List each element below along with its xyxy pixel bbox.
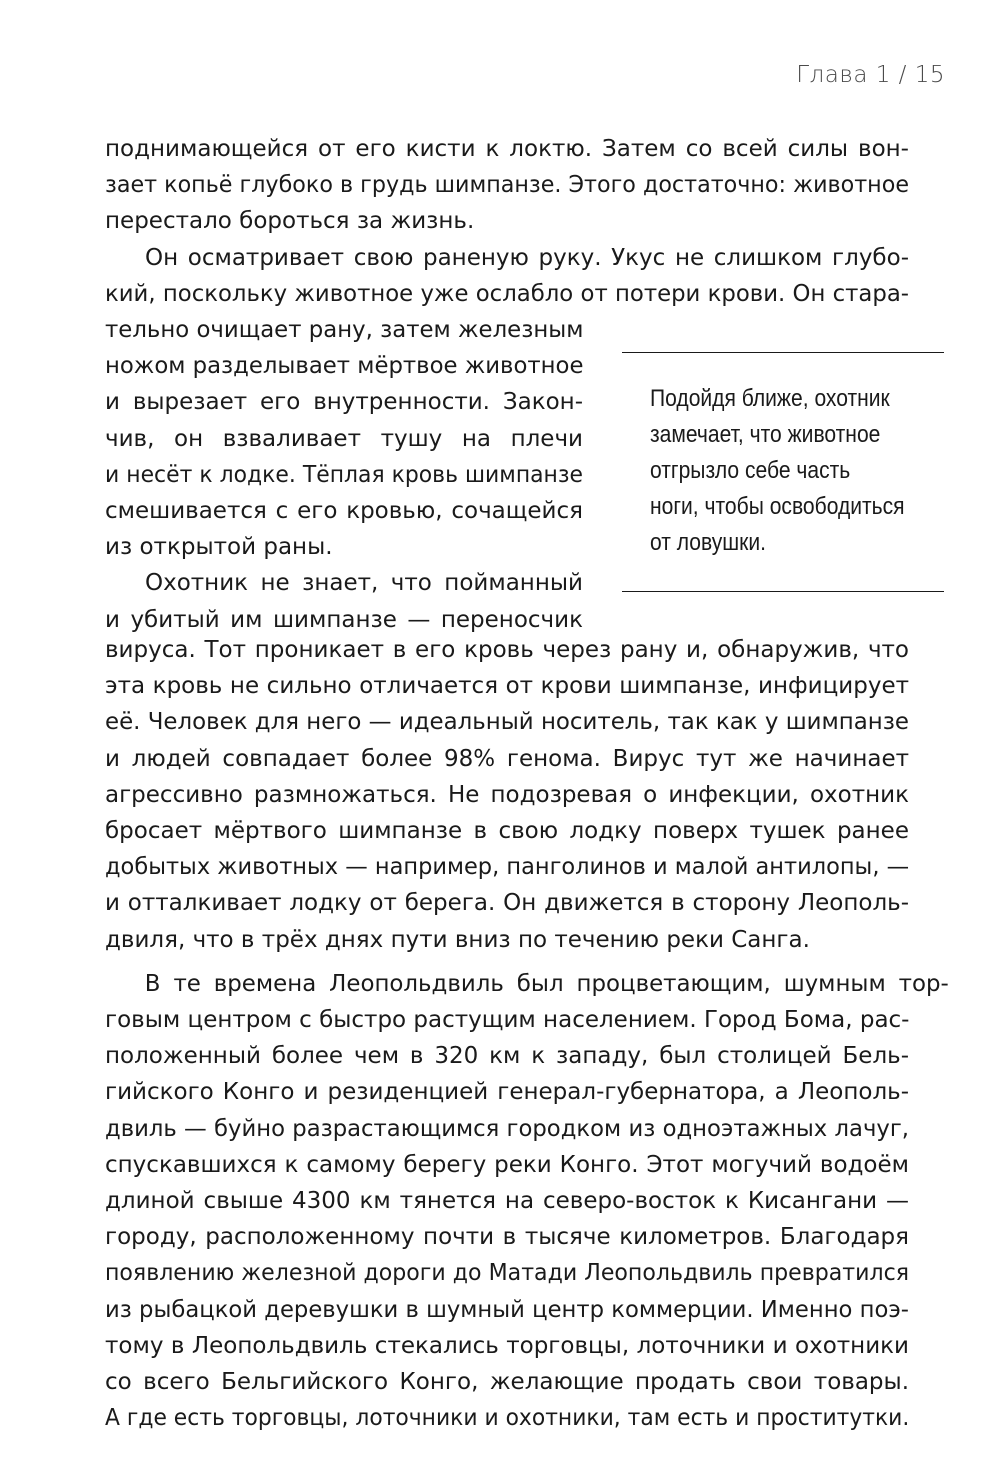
text-line: двиль — буйно разрастающимся городком из одноэтажных лачуг,: [105, 1115, 909, 1142]
paragraph-top: [105, 131, 909, 312]
pull-quote-line: ноги, чтобы освободиться: [650, 493, 905, 520]
text-line: появлению железной дороги до Матади Леопольдвиль превратился: [105, 1260, 909, 1287]
text-line: со всего Бельгийского Конго, желающие продать свои товары.: [105, 1369, 909, 1396]
pull-quote-line: Подойдя ближе, охотник: [650, 385, 890, 412]
text-line: Он осматривает свою раненую руку. Укус не слишком глубо-: [145, 244, 909, 271]
text-line: длиной свыше 4300 км тянется на северо-восток к Кисангани —: [105, 1188, 909, 1215]
text-line: смешивается с его кровью, сочащейся: [105, 498, 583, 525]
pull-quote-line: от ловушки.: [650, 529, 767, 556]
text-line: и вырезает его внутренности. Закон-: [105, 389, 583, 416]
text-line: гийского Конго и резиденцией генерал-губернатора, а Леополь-: [105, 1079, 909, 1106]
pull-quote-line: отгрызло себе часть: [650, 457, 851, 484]
text-line: городу, расположенному почти в тысяче километров. Благодаря: [105, 1224, 909, 1251]
running-header: Глава 1 / 15: [796, 62, 945, 88]
text-line: двиля, что в трёх днях пути вниз по течению реки Санга.: [105, 926, 810, 953]
text-line: её. Человек для него — идеальный носитель, так как у шимпанзе: [105, 709, 909, 736]
text-line: спускавшихся к самому берегу реки Конго. Этот могучий водоём: [105, 1151, 909, 1178]
text-line: перестало бороться за жизнь.: [105, 208, 475, 235]
text-line: бросает мёртвого шимпанзе в свою лодку поверх тушек ранее: [105, 818, 909, 845]
text-line: добытых животных — например, панголинов и малой антилопы, —: [105, 854, 910, 881]
text-line: и несёт к лодке. Тёплая кровь шимпанзе: [105, 461, 583, 488]
text-line: зает копьё глубоко в грудь шимпанзе. Этого достаточно: животное: [105, 172, 909, 199]
paragraph-narrow: [105, 312, 583, 638]
text-line: кий, поскольку животное уже ослабло от потери крови. Он стара-: [105, 280, 909, 307]
text-line: В те времена Леопольдвиль был процветающим, шумным тор-: [144, 970, 949, 997]
pull-quote-text: [650, 381, 908, 561]
text-line: тельно очищает рану, затем железным: [105, 317, 584, 343]
text-line: вируса. Тот проникает в его кровь через рану и, обнаружив, что: [105, 637, 909, 663]
paragraph-bottom: [105, 632, 949, 1436]
text-line: и людей совпадает более 98% генома. Вирус тут же начинает: [105, 745, 909, 772]
pull-quote-line: замечает, что животное: [650, 421, 881, 448]
text-line: поднимающейся от его кисти к локтю. Затем со всей силы вон-: [105, 136, 909, 162]
text-line: эта кровь не сильно отличается от крови шимпанзе, инфицирует: [105, 673, 909, 700]
text-line: говым центром с быстро растущим населением. Город Бома, рас-: [105, 1007, 910, 1034]
text-line: А где есть торговцы, лоточники и охотники, там есть и проститутки.: [105, 1405, 910, 1432]
text-line: и отталкивает лодку от берега. Он движется в сторону Леополь-: [105, 890, 909, 917]
pull-quote: [622, 352, 944, 592]
text-line: чив, он взваливает тушу на плечи: [105, 425, 583, 452]
text-line: агрессивно размножаться. Не подозревая о инфекции, охотник: [105, 781, 909, 808]
text-line: тому в Леопольдвиль стекались торговцы, лоточники и охотники: [105, 1332, 909, 1359]
text-line: и убитый им шимпанзе — переносчик: [105, 606, 583, 633]
text-line: положенный более чем в 320 км к западу, был столицей Бель-: [105, 1043, 909, 1070]
text-line: ножом разделывает мёртвое животное: [105, 353, 584, 380]
text-line: Охотник не знает, что пойманный: [145, 570, 583, 597]
text-line: из открытой раны.: [105, 534, 333, 561]
text-line: из рыбацкой деревушки в шумный центр коммерции. Именно поэ-: [105, 1296, 909, 1323]
